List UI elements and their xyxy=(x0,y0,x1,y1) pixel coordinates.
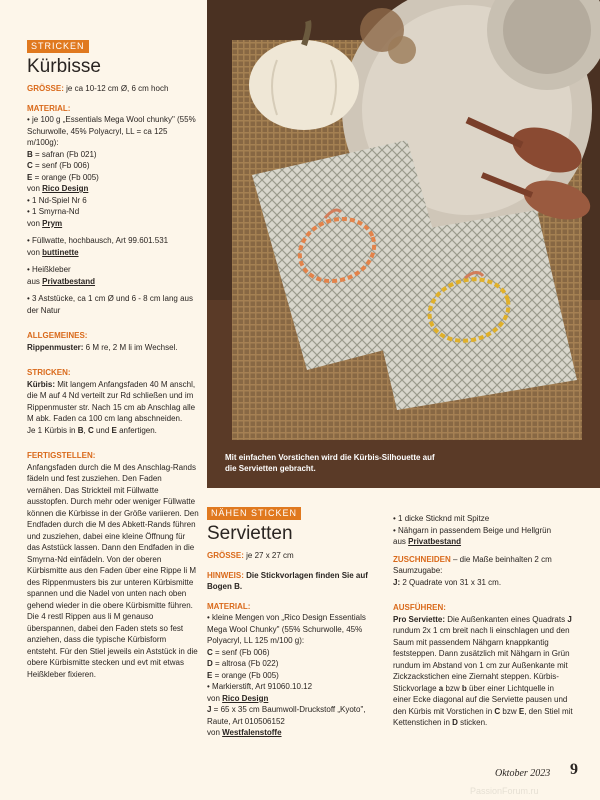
pumpkins-supplier-4: aus Privatbestand xyxy=(27,276,96,286)
pumpkins-supplier-3: von buttinette xyxy=(27,247,79,257)
napkins-color-c: C = senf (Fb 006) xyxy=(207,647,270,657)
pumpkins-finish-text: Anfangsfaden durch die M des Anschlag-Rands fädeln und fest zusziehen. Den Faden vernähen. Das Strickteil mit Füllwatte ausstopfen. Durch mehr oder weniger Füllwatte können die Kürbisse in der Größe variieren. Den Endfaden durch die M des Abkett-Rands führen und zusziehen, dabei eine kleine Öffnung für das Aststück lassen. Dann den Endfaden in die Smyrna-Nd einfädeln. Von der oberen Kürbismitte aus den Faden über eine Rippe li M des Rippenmusters bis zur unteren Kürbismitte spannen und die Nadel von unten nach oben gehend wieder in die obere Kürbismitte führen. Die 4 restl Rippen aus li M genauso überspannen, dabei den Faden stets so fest anziehen, dass die typische Kürbisform entsteht. Für den Stiel jeweils ein Aststück in die obere Kürbismitte stecken und evt mit etwas Heißkleber fixieren. xyxy=(27,462,199,679)
pumpkins-supplier-1: von Rico Design xyxy=(27,184,89,193)
pumpkins-size: GRÖSSE: je ca 10-12 cm Ø, 6 cm hoch xyxy=(27,84,169,93)
pumpkins-knit-heading: STRICKEN: xyxy=(27,368,71,377)
napkins-supplier-3: aus Privatbestand xyxy=(393,537,462,546)
napkins-fabric: J = 65 x 35 cm Baumwoll-Druckstoff „Kyoto", Raute, Art 010506152 xyxy=(207,705,366,726)
watermark: PassionForum.ru xyxy=(470,786,539,796)
napkins-right-column xyxy=(393,513,573,729)
napkins-color-d: D = altrosa (Fb 022) xyxy=(207,659,279,668)
page-number: 9 xyxy=(570,761,578,778)
napkins-marker: • Markierstift, Art 91060.10.12 xyxy=(207,682,313,691)
pumpkins-category-tag: STRICKEN xyxy=(27,40,89,53)
napkins-hint: HINWEIS: Die Stickvorlagen finden Sie auf Bogen B. xyxy=(207,570,368,591)
napkins-material-heading: MATERIAL: xyxy=(207,601,251,611)
pumpkins-material-yarn: • je 100 g „Essentials Mega Wool chunky" (55% Schurwolle, 45% Polyacryl, LL = ca 125 m/100g): xyxy=(27,115,196,147)
napkins-size: GRÖSSE: je 27 x 27 cm xyxy=(207,551,294,560)
pumpkins-color-b: B = safran (Fb 021) xyxy=(27,149,97,159)
pumpkins-color-c: C = senf (Fb 006) xyxy=(27,161,90,170)
napkins-color-e: E = orange (Fb 005) xyxy=(207,670,279,680)
pumpkins-stuffing: • Füllwatte, hochbausch, Art 99.601.531 xyxy=(27,236,169,245)
photo-caption: Mit einfachen Vorstichen wird die Kürbis-Silhouette auf die Servietten gebracht. xyxy=(225,453,435,473)
napkins-title: Servietten xyxy=(207,523,293,544)
pumpkins-title: Kürbisse xyxy=(27,56,101,77)
issue-date: Oktober 2023 xyxy=(495,768,551,779)
pumpkins-rib-pattern: Rippenmuster: 6 M re, 2 M li im Wechsel. xyxy=(27,342,178,352)
pumpkins-branches: • 3 Aststücke, ca 1 cm Ø und 6 - 8 cm lang aus der Natur xyxy=(27,294,193,315)
napkin-photo-illustration xyxy=(207,0,600,488)
pumpkins-glue: • Heißkleber xyxy=(27,265,71,274)
pumpkins-needle-2: • 1 Smyrna-Nd xyxy=(27,207,80,216)
pumpkins-color-e: E = orange (Fb 005) xyxy=(27,172,99,182)
pumpkins-knit-text: Kürbis: Mit langem Anfangsfaden 40 M anschl, die M auf 4 Nd verteilt zur Rd schließen und im Rippenmuster str. Nach 15 cm ab Anschlag alle M abk. Faden ca 100 cm lang abschneiden. xyxy=(27,379,196,423)
napkins-cut: ZUSCHNEIDEN – die Maße beinhalten 2 cm Saumzugabe: xyxy=(393,554,552,575)
pumpkins-finish-heading: FERTIGSTELLEN: xyxy=(27,451,96,460)
napkins-supplier-1: von Rico Design xyxy=(207,693,269,703)
napkins-exec-text: Pro Serviette: Die Außenkanten eines Quadrats J rundum 2x 1 cm breit nach li einschlagen und den Saum mit passendem Nähgarn knappkantig feststeppen. Dann zusätzlich mit Nähgarn in Grün rundum im Abstand von 1 cm zur Außenkante mit Zickzackstichen eine Ziernaht steppen. Kürbis-Stickvorlage a bzw b über einer Lichtquelle in einer Ecke diagonal auf die Serviette pausen und den Kürbis mit Vorstichen in C bzw E, den Stiel mit Kettenstichen in D sticken. xyxy=(393,614,573,727)
napkins-column xyxy=(207,507,387,739)
napkin-photo xyxy=(207,0,600,488)
napkins-needle: • 1 dicke Sticknd mit Spitze xyxy=(393,514,490,523)
pumpkins-supplier-2: von Prym xyxy=(27,218,63,228)
pumpkins-column xyxy=(27,40,199,680)
pumpkins-material-heading: MATERIAL: xyxy=(27,103,71,113)
napkins-thread: • Nähgarn in passendem Beige und Hellgrün xyxy=(393,525,552,535)
napkins-exec-heading: AUSFÜHREN: xyxy=(393,603,446,612)
pumpkins-knit-each: Je 1 Kürbis in B, C und E anfertigen. xyxy=(27,425,157,435)
pumpkins-needle-1: • 1 Nd-Spiel Nr 6 xyxy=(27,195,87,205)
napkins-material-yarn: • kleine Mengen von „Rico Design Essentials Mega Wool Chunky" (55% Schurwolle, 45% Polyacryl, LL 125 m/100 g): xyxy=(207,613,366,645)
napkins-category-tag: NÄHEN STICKEN xyxy=(207,507,301,520)
napkins-cut-j: J: 2 Quadrate von 31 x 31 cm. xyxy=(393,577,502,587)
napkins-supplier-2: von Westfalenstoffe xyxy=(207,728,282,737)
pumpkins-general-heading: ALLGEMEINES: xyxy=(27,331,88,340)
